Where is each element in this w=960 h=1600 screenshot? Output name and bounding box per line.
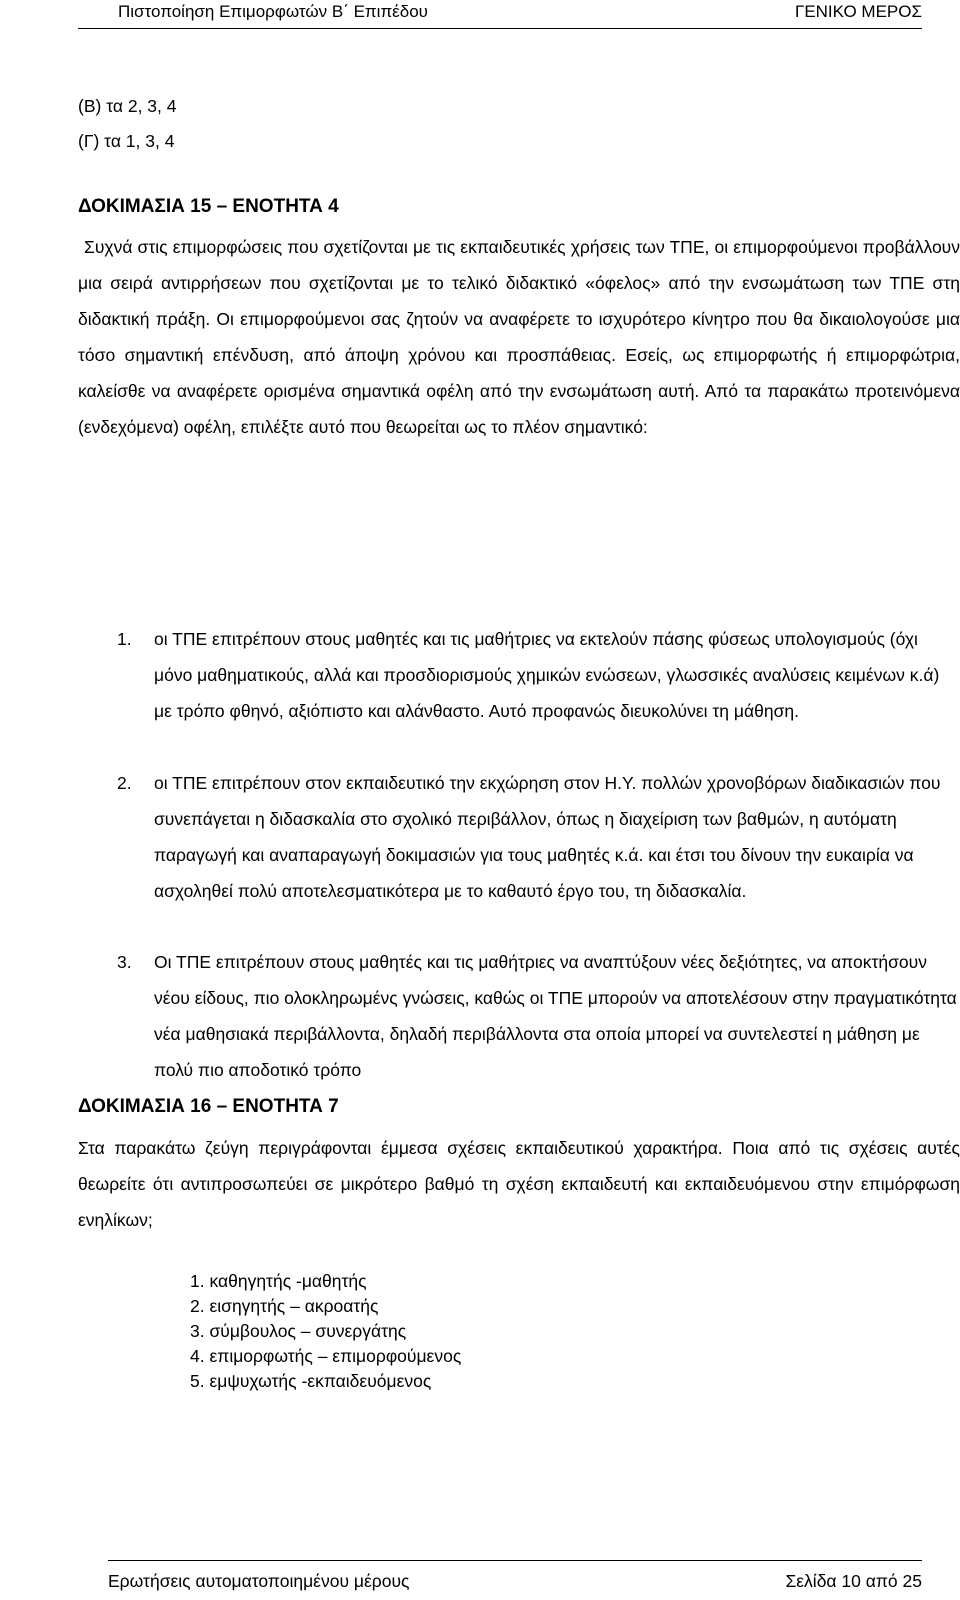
option-text: οι ΤΠΕ επιτρέπουν στους μαθητές και τις μαθήτριες να εκτελούν πάσης φύσεως υπολογισμούς (όχι μόνο μαθηματικούς, αλλά και προσδιορισμούς χημικών ενώσεων, γλωσσικές αναλύσεις κειμένων κ.ά) με τρόπο φθηνό, αξιόπιστο και αλάνθαστο. Αυτό προφανώς διευκολύνει τη μάθηση. (154, 629, 940, 721)
option-text: Οι ΤΠΕ επιτρέπουν στους μαθητές και τις μαθήτριες να αναπτύξουν νέες δεξιότητες, να αποκτήσουν νέου είδους, πιο ολοκληρωμένς γνώσεις, καθώς οι ΤΠΕ μπορούν να αποτελέσουν στην πραγματικότητα νέα μαθησιακά περιβάλλοντα, δηλαδή περιβάλλοντα στα οποία μπορεί να συντελεστεί η μάθηση με πολύ πιο αποδοτικό τρόπο (154, 952, 957, 1080)
option-text: οι ΤΠΕ επιτρέπουν στον εκπαιδευτικό την εκχώρηση στον Η.Υ. πολλών χρονοβόρων διαδικασιών που συνεπάγεται η διδασκαλία στο σχολικό περιβάλλον, όπως η διαχείριση των βαθμών, η αυτόματη παραγωγή και αναπαραγωγή δοκιμασιών για τους μαθητές κ.ά. και έτσι του δίνουν την ευκαιρία να ασχοληθεί πολύ αποτελεσματικότερα με το καθαυτό έργο του, τη διδασκαλία. (154, 773, 941, 901)
test15-heading: ΔΟΚΙΜΑΣΙΑ 15 – ΕΝΟΤΗΤΑ 4 (78, 196, 339, 217)
page-footer (108, 1560, 922, 1591)
option-number: 3. (117, 952, 132, 972)
test16-heading: ΔΟΚΙΜΑΣΙΑ 16 – ΕΝΟΤΗΤΑ 7 (78, 1096, 339, 1117)
test16-option-2: 2. εισηγητής – ακροατής (190, 1296, 379, 1316)
option-c: (Γ) τα 1, 3, 4 (78, 131, 175, 151)
test16-paragraph: Στα παρακάτω ζεύγη περιγράφονται έμμεσα σχέσεις εκπαιδευτικού χαρακτήρα. Ποια από τις σχέσεις αυτές θεωρείτε ότι αντιπροσωπεύει σε μικρότερο βαθμό τη σχέση εκπαιδευτή και εκπαιδευόμενου στην επιμόρφωση ενηλίκων; (78, 1138, 960, 1230)
test16-option-4: 4. επιμορφωτής – επιμορφούμενος (190, 1346, 462, 1366)
test16-options-list (190, 1269, 461, 1394)
test15-paragraph: Συχνά στις επιμορφώσεις που σχετίζονται με τις εκπαιδευτικές χρήσεις των ΤΠΕ, οι επιμορφούμενοι προβάλλουν μια σειρά αντιρρήσεων που σχετίζονται με το τελικό διδακτικό «όφελος» από την ενσωμάτωση των ΤΠΕ στη διδακτική πράξη. Οι επιμορφούμενοι σας ζητούν να αναφέρετε το ισχυρότερο κίνητρο που θα δικαιολογούσε μια τόσο σημαντική επένδυση, από άποψη χρόνου και προσπάθειας. Εσείς, ως επιμορφωτής ή επιμορφώτρια, καλείσθε να αναφέρετε ορισμένα σημαντικά οφέλη από την ενσωμάτωση αυτή. Από τα παρακάτω προτεινόμενα (ενδεχόμενα) οφέλη, επιλέξτε αυτό που θεωρείται ως το πλέον σημαντικό: (78, 237, 960, 437)
header-title: Πιστοποίηση Επιμορφωτών Β΄ Επιπέδου (118, 2, 428, 21)
footer-title: Ερωτήσεις αυτοματοποιημένου μέρους (108, 1571, 410, 1591)
test16-option-5: 5. εμψυχωτής -εκπαιδευόμενος (190, 1371, 432, 1391)
header-section: ΓΕΝΙΚΟ ΜΕΡΟΣ (794, 2, 922, 21)
option-number: 1. (117, 629, 132, 649)
test16-option-3: 3. σύμβουλος – συνεργάτης (190, 1321, 407, 1341)
page-header (78, 0, 922, 29)
option-b: (Β) τα 2, 3, 4 (78, 96, 177, 116)
page-number: Σελίδα 10 από 25 (785, 1571, 922, 1591)
option-number: 2. (117, 773, 132, 793)
test16-option-1: 1. καθηγητής -μαθητής (190, 1271, 367, 1291)
